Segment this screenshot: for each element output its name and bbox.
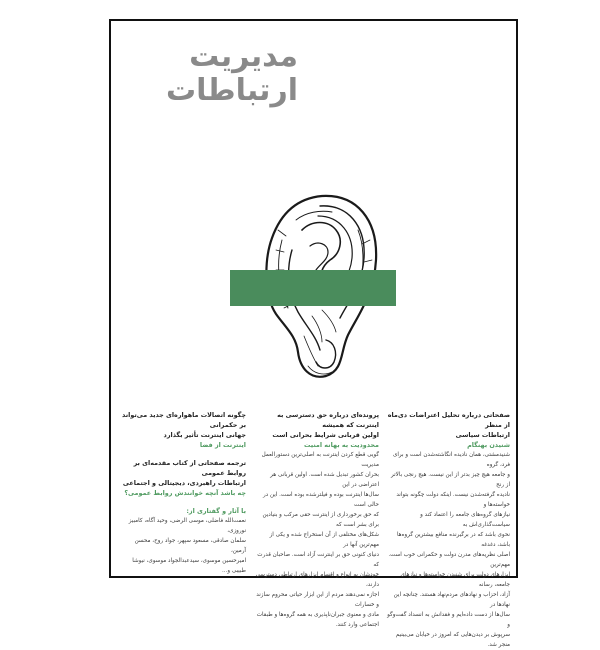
left-block1-headline-1: چگونه اتصالات ماهواره‌ای جدید می‌تواند بر حکمرانی — [122, 411, 246, 429]
right-line: نادیده گرفته‌شدن نیست. اینکه دولت چگونه بتواند خواسته‌ها و — [396, 492, 510, 508]
right-line: آزاد، احزاب و نهادهای مردم‌نهاد هستند. چنانچه این نهادها در — [393, 592, 510, 608]
middle-subtitle: محدودیت به بهانه امنیت — [303, 441, 379, 449]
right-line: شنیدمشتی، همان نادیده انگاشته‌شدن است و برای فرد، گروه — [392, 452, 510, 468]
left-block2-subtitle: چه باشد آنچه خوانندش روابط عمومی؟ — [124, 489, 246, 497]
right-line: سال‌ها از دست داده‌ایم و فقدانش به انسداد گفت‌وگو و — [387, 612, 510, 628]
right-line: ابزارهای دولت برای شنیدن خواسته‌ها و نیازهای جامعه، رسانه — [400, 572, 510, 588]
middle-line: خودشان به انواع و اقسام ابزارهای ارتباطی دسترسی دارند، — [255, 572, 379, 588]
right-line: نحوی باشد که در برگیرنده منافع بیشترین گروه‌ها باشد، دغدغه — [396, 532, 510, 548]
middle-line: مادی و معنوی جبران‌ناپذیری به همه گروه‌ها و طبقات — [256, 612, 379, 618]
right-line: اصلی نظریه‌های مدرن دولت و حکمرانی خوب است. مهم‌ترین — [388, 552, 510, 568]
right-line: نیازهای گروه‌های جامعه را اعتماد کند و سیاست‌گذاری‌اش به — [420, 512, 510, 528]
left-contributors-line: نعمت‌الله فاضلی، موسی الرضی، وحید آگاه، کامبیز نوروزی، — [128, 518, 246, 534]
middle-headline-1: پرونده‌ای درباره حق دسترسی به اینترنت که همیشه — [277, 411, 379, 429]
left-block1-headline-2: جهانی اینترنت تأثیر بگذارد — [163, 431, 246, 439]
green-band — [230, 270, 396, 306]
masthead-line-1: مدیریت — [189, 39, 298, 74]
column-right — [386, 410, 510, 650]
right-headline-2: ارتباطات سیاسی — [455, 431, 510, 439]
middle-line: سال‌ها اینترنت بوده و فیلترشده بوده است. این در حالی است — [262, 492, 379, 508]
left-block2-headline-2: ارتباطات راهبردی، دیجیتالی و اجتماعی — [122, 479, 246, 487]
middle-line: گویی قطع کردن اینترنت به اصلی‌ترین دستورالعمل مدیریت — [261, 452, 379, 468]
right-subtitle: شنیدن بهنگام — [467, 441, 510, 449]
middle-line: شکل‌های مختلفی از آن استخراج شده و یکی از مهم‌ترین آنها در — [269, 532, 379, 548]
middle-line: اجازه نمی‌دهند مردم از این ابزار حیاتی محروم سازند و خسارات — [256, 592, 379, 608]
column-left — [120, 410, 246, 576]
left-block2-headline-1: ترجمه صفحاتی از کتاب مقدمه‌ای بر روابط عمومی — [133, 459, 246, 477]
left-block3-subtitle: با آثار و گفتاری از: — [186, 507, 246, 515]
middle-line: که حق برخورداری از اینترنت حقی مرکب و بنیادین برای بشر است که — [262, 512, 379, 528]
left-contributors-line: سلمان صادقی، مسعود سپهر، جواد روح، محسن آرمین، — [134, 538, 246, 554]
masthead-line-2: ارتباطات — [166, 73, 298, 108]
masthead — [138, 39, 298, 108]
spacer — [120, 450, 246, 458]
left-block1-subtitle: اینترنت از فضا — [199, 441, 246, 449]
right-headline-1: صفحاتی درباره تحلیل اعتراضات دی‌ماه از منظر — [387, 411, 510, 429]
middle-line: اجتماعی وارد کنند. — [335, 622, 379, 628]
left-contributors-line: امیرحسین موسوی، سیدعبدالجواد موسوی، نیوشا طبیبی و... — [132, 558, 246, 574]
column-middle — [252, 410, 379, 630]
middle-line: بحران کشور تبدیل شده است. اولین قربانی هر اعتراضی در این — [270, 472, 379, 488]
middle-line: دنیای کنونی حق بر اینترنت آزاد است. صاحبان قدرت که — [257, 552, 379, 568]
right-line: سرپوش بر دیدن‌هایی که امروز در خیابان می‌بینیم منجر شد. — [395, 632, 510, 648]
spacer — [120, 498, 246, 506]
right-line: و جامعه هیچ چیز بدتر از این نیست. هیچ رنجی بالاتر از رنج — [391, 472, 510, 488]
middle-headline-2: اولین قربانی شرایط بحرانی است — [272, 431, 379, 439]
